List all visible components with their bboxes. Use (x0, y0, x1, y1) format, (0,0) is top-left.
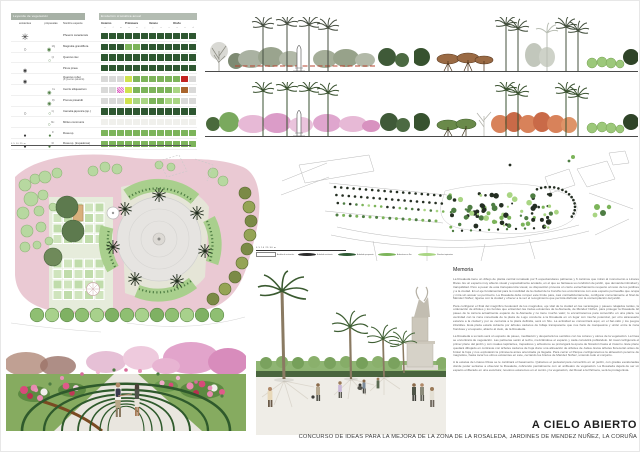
calendar-cell (101, 76, 108, 82)
month-tick: j (152, 26, 154, 29)
calendar-cell (149, 130, 156, 136)
calendar-cell (133, 98, 140, 104)
legend-items (256, 252, 453, 257)
calendar-cell (165, 119, 172, 125)
month-ticks (101, 27, 197, 29)
calendar-cell (125, 98, 132, 104)
species-name: Cercis siliquastrum (63, 87, 87, 92)
rosaleda-plan (9, 147, 267, 335)
calendar-cell (173, 44, 180, 50)
calendar-cell (165, 76, 172, 82)
section-elevation-autumn (414, 17, 638, 80)
calendar-cell (141, 87, 148, 93)
phenology-calendar (101, 44, 197, 50)
section-elevation-winter (205, 17, 415, 80)
legend-item (338, 252, 375, 257)
calendar-cell (165, 98, 172, 104)
proposed-symbol: ◉Pp (47, 98, 55, 107)
month-tick: a (128, 26, 130, 29)
phenology-calendar (101, 87, 197, 93)
species-name: Quercus robur (o Quercus palustris) (63, 75, 85, 82)
autumn-trees (414, 43, 638, 71)
legend-swatch (298, 253, 316, 256)
month-tick: s (168, 26, 170, 29)
calendar-cell (101, 65, 108, 71)
calendar-cell (141, 54, 148, 60)
calendar-cell (109, 108, 116, 114)
calendar-cell (173, 108, 180, 114)
calendar-cell (173, 54, 180, 60)
calendar-cell (149, 33, 156, 39)
table-scale-label: 0 5 10 25 m (11, 143, 26, 146)
season-labels (101, 22, 197, 25)
calendar-cell (141, 98, 148, 104)
calendar-cell (173, 76, 180, 82)
month-tick: a (160, 26, 162, 29)
calendar-cell (173, 65, 180, 71)
calendar-cell (157, 65, 164, 71)
calendar-cell (133, 130, 140, 136)
pergola-render (6, 338, 246, 431)
month-tick: f (112, 26, 114, 29)
calendar-cell (165, 54, 172, 60)
calendar-cell (117, 130, 124, 136)
species-name: Rosa sp. (63, 130, 75, 135)
calendar-cell (157, 76, 164, 82)
existing-symbol: ◉ (22, 79, 28, 86)
calendar-cell (117, 98, 124, 104)
calendar-cell (117, 33, 124, 39)
month-tick: j (144, 26, 146, 29)
legend-item (378, 252, 415, 257)
calendar-cell (165, 33, 172, 39)
calendar-cell (141, 44, 148, 50)
calendar-cell (181, 98, 188, 104)
mendez-nunez-site-plan (277, 149, 637, 261)
calendar-cell (181, 76, 188, 82)
chromatic-header-bar (99, 13, 197, 20)
legend-swatch (418, 253, 436, 256)
calendar-cell (157, 108, 164, 114)
calendar-cell (109, 87, 116, 93)
calendar-cell (157, 98, 164, 104)
phenology-calendar (101, 54, 197, 60)
calendar-cell (149, 54, 156, 60)
memoria-paragraph: La Rosaleda tiene un dibujo de planta central rematado por 5 espectaculares palmeras y 6 caminos que miran al monumento a Linares Rivas. Es un espacio muy abierto visual y espacialmente acotado, en el que se fantasea su condición de jardín, que demanda intimidad y tranquilidad. Pero a pesar de esta transparencia visual, su disposición provoca un cierto estrechamiento respecto al resto de los jardines y a la ciudad. En el eje fundamental para la movilidad de la ciudad de la Coruña nos encontramos con este espacio permeable que ocupa y mira sin acosar su perímetro. La Rosaleda debe romper este límite para, casi contradictoriamente, configurar correctamente el final de Méndez Núñez, ligarse con la ciudad y ofrecer a la vez el recogimiento que permita disfrutar con la contemplación del jardín. (453, 277, 639, 301)
calendar-cell (117, 76, 124, 82)
calendar-cell (133, 108, 140, 114)
calendar-cell (133, 119, 140, 125)
calendar-cell (125, 33, 132, 39)
calendar-cell (109, 119, 116, 125)
calendar-cell (101, 119, 108, 125)
calendar-cell (101, 130, 108, 136)
calendar-cell (149, 119, 156, 125)
calendar-cell (189, 33, 196, 39)
month-tick: m (136, 26, 138, 29)
existing-symbol: ✳ (21, 31, 29, 42)
phenology-calendar (101, 119, 197, 125)
column-species-label: Nombre especie (63, 22, 83, 25)
memoria-paragraph: Para configurar el final del magnífico boulevard de los magnolios, eje vital de la ciudad en las veraniegas y paseos relajados tardes, la ordenación de árboles y los bordes que entienden las trazas existentes de la Alameda, de Méndez Núñez, para proteger la Rosaleda. El paseo de la carrera actualmente espacio de la Alameda y no tiene mucho valor; lo encontraremos para convertirlo en una plaza. La vecindad con la zona conectada de la plaza de Lugo convierte a la Rosaleda en un lugar con mucho potencial, por otro atravesarlo estanca a la ciudad y por su cercanía a la plaza definida, será un hito. La actividad se concentrará aquí, en el bar-café y los juegos infantiles. Esta plaza estará cubierta por árboles caducos de follaje transparente que nos hará de marquesina y unión entre la zona frondosa y el espacio, abierto al cielo, de la Rosaleda. (453, 303, 639, 331)
calendar-cell (141, 33, 148, 39)
calendar-cell (157, 119, 164, 125)
calendar-cell (181, 130, 188, 136)
calendar-cell (181, 33, 188, 39)
proposed-symbol: ◉Mg (46, 44, 56, 53)
calendar-cell (141, 130, 148, 136)
calendar-cell (117, 87, 124, 93)
legend-header-label: Leyenda de vegetación (13, 14, 49, 18)
section-elevation-flowering (414, 82, 638, 145)
calendar-cell (189, 65, 196, 71)
calendar-cell (125, 119, 132, 125)
calendar-cell (181, 54, 188, 60)
calendar-cell (173, 130, 180, 136)
calendar-cell (173, 119, 180, 125)
legend-swatch (338, 253, 356, 256)
calendar-cell (133, 33, 140, 39)
calendar-cell (149, 108, 156, 114)
calendar-cell (189, 108, 196, 114)
calendar-cell (149, 76, 156, 82)
legend-label: Arbolado existente (317, 253, 333, 256)
calendar-cell (125, 76, 132, 82)
calendar-cell (157, 33, 164, 39)
existing-symbol: ○ (23, 46, 27, 53)
memoria-paragraph: La Rosaleda a su lado será un espacio de paseo, meditación y despertará los sentidos con los colores y olores de la vegetación. La línea se encontrará de vegetación. Las palmeras serán el techo, mezclándose el espacio y cada consistirá poblándolo. El rosal configurará el primer plano del jardín y con rosales tapizantes, trepadores y arbustivos se prolongará la época de floración hasta el invierno. Este plano quedará dibujado en contraste con árboles caducos de hoja clara: una alineación de árboles de Judea. Estos árboles florecerán antes de brotar la hoja y nos explotarán la primavera antes anunciada ya llegada. Para cerrar el Parque configuraremos la alineación perenne de magnolios, hasta tocar los olmos existentes en éste, cerrando los brazos de Méndez Núñez, uniendo todo el conjunto. (453, 333, 639, 358)
legend-label: Ámbito de actuación (277, 253, 295, 256)
calendar-cell (133, 54, 140, 60)
legend-label: Rosales tapizantes (437, 253, 453, 256)
month-tick: e (104, 26, 106, 29)
column-existing-label: existentes (18, 22, 32, 25)
column-proposed-label: propuestas (44, 22, 58, 25)
species-name: Quercus ilex (63, 55, 79, 60)
calendar-cell (149, 98, 156, 104)
calendar-cell (101, 108, 108, 114)
poster-subtitle: CONCURSO DE IDEAS PARA LA MEJORA DE LA ZONA DE LA ROSALEDA, JARDINES DE MENDEZ NUÑEZ, LA CORUÑA (298, 433, 637, 440)
phenology-calendar (101, 76, 197, 82)
calendar-cell (109, 130, 116, 136)
species-name: Mirtus communis (63, 119, 85, 124)
calendar-cell (157, 44, 164, 50)
calendar-cell (173, 33, 180, 39)
memoria-paragraph: A la estatua de Linares Rivas se le cambiará el basamento. Quitamos el pedestal para convertirlo en un jardín, con gradas escalonadas donde poder sentarse a observar la Rosaleda, cubriendo parcialmente con un anfiteatro de vegetación. La Rosaleda dejará de ser un espacio enfilerado en una escultura; nosotros estaremos en el centro y la vegetación, del Rosal a la Palmera, será la protagonista. (453, 360, 639, 373)
calendar-cell (133, 76, 140, 82)
proposed-symbol: ●R (48, 131, 54, 140)
calendar-cell (109, 33, 116, 39)
calendar-cell (125, 130, 132, 136)
season-label: Invierno (101, 22, 112, 25)
calendar-cell (117, 54, 124, 60)
memoria-block (453, 267, 639, 376)
calendar-cell (181, 119, 188, 125)
calendar-cell (109, 65, 116, 71)
proposed-symbol: ○Cj (48, 109, 54, 118)
proposed-symbol: ○Mc (47, 120, 55, 129)
calendar-cell (109, 44, 116, 50)
legend-swatch (378, 253, 396, 256)
calendar-cell (157, 54, 164, 60)
memoria-heading: Memoria (453, 267, 474, 273)
calendar-cell (157, 87, 164, 93)
existing-symbol: ● (23, 143, 27, 150)
site-plan-scale: 0 5 10 25 50 m (256, 247, 346, 251)
existing-symbol: ○ (23, 111, 27, 118)
calendar-cell (133, 44, 140, 50)
calendar-cell (133, 87, 140, 93)
species-name: Phoenix canariensis (63, 33, 89, 38)
calendar-cell (117, 65, 124, 71)
species-rows (11, 31, 197, 150)
season-label: Otoño (173, 22, 181, 25)
legend-label: Arbolado propuesto (357, 253, 374, 256)
calendar-cell (149, 65, 156, 71)
calendar-cell (173, 87, 180, 93)
calendar-cell (181, 44, 188, 50)
calendar-cell (101, 98, 108, 104)
species-name: Pinus pinea (63, 65, 78, 70)
calendar-cell (189, 54, 196, 60)
calendar-cell (101, 87, 108, 93)
species-name: Rosa sp. (trepadoras) (63, 141, 91, 146)
calendar-cell (101, 33, 108, 39)
calendar-cell (189, 119, 196, 125)
species-name: Prunus pissardii (63, 98, 83, 103)
calendar-cell (189, 87, 196, 93)
legend-item (298, 252, 335, 257)
calendar-cell (117, 108, 124, 114)
street-network (281, 151, 633, 261)
calendar-cell (189, 44, 196, 50)
proposed-symbol: ◉Cs (47, 88, 55, 96)
flowering-trees (414, 112, 638, 136)
legend-label: Arbustivas en flor (397, 253, 412, 256)
tree-dots (334, 155, 611, 232)
calendar-cell (125, 108, 132, 114)
species-name: Camelia japonica (sp.) (63, 109, 91, 114)
proposed-symbol: ●Rt (48, 142, 54, 150)
calendar-cell (189, 76, 196, 82)
phenology-calendar (101, 130, 197, 136)
existing-symbol: ● (23, 133, 27, 140)
calendar-cell (157, 130, 164, 136)
month-tick: o (176, 26, 178, 29)
calendar-cell (125, 87, 132, 93)
season-label: Primavera (125, 22, 138, 25)
species-name: Magnolia grandiflora (63, 44, 89, 49)
calendar-cell (173, 98, 180, 104)
central-plaza (117, 197, 201, 281)
site-plan-legend (256, 247, 453, 257)
calendar-cell (149, 44, 156, 50)
legend-item (256, 252, 295, 257)
phenology-calendar (101, 65, 197, 71)
calendar-cell (141, 76, 148, 82)
spring-trees (206, 112, 410, 133)
legend-item (418, 252, 455, 257)
plaza-render (256, 269, 446, 435)
calendar-cell (189, 98, 196, 104)
calendar-cell (149, 87, 156, 93)
existing-symbol: ◉ (22, 68, 28, 75)
section-elevation-spring (205, 82, 415, 145)
calendar-cell (109, 98, 116, 104)
calendar-cell (101, 54, 108, 60)
calendar-cell (125, 44, 132, 50)
calendar-cell (181, 87, 188, 93)
month-tick: n (184, 26, 186, 29)
calendar-cell (117, 44, 124, 50)
calendar-cell (189, 130, 196, 136)
poster-title: A CIELO ABIERTO (531, 419, 637, 431)
calendar-cell (101, 44, 108, 50)
calendar-cell (165, 87, 172, 93)
calendar-cell (165, 130, 172, 136)
calendar-cell (165, 108, 172, 114)
calendar-cell (141, 108, 148, 114)
phenology-calendar (101, 108, 197, 114)
month-tick: m (120, 26, 122, 29)
calendar-cell (125, 54, 132, 60)
month-tick: d (192, 26, 194, 29)
legend-header-bar (11, 13, 85, 20)
proposed-symbol: ○Qi (48, 55, 54, 64)
phenology-calendar (101, 33, 197, 39)
calendar-cell (109, 76, 116, 82)
calendar-cell (117, 119, 124, 125)
calendar-cell (165, 44, 172, 50)
legend-swatch (256, 252, 276, 257)
phenology-calendar (101, 98, 197, 104)
calendar-cell (141, 119, 148, 125)
chromatic-header-label: Evolución cromática anual (101, 14, 142, 18)
calendar-cell (125, 65, 132, 71)
calendar-cell (165, 65, 172, 71)
calendar-cell (181, 108, 188, 114)
calendar-cell (141, 65, 148, 71)
season-label: Verano (149, 22, 158, 25)
calendar-cell (109, 54, 116, 60)
calendar-cell (133, 65, 140, 71)
calendar-cell (181, 65, 188, 71)
